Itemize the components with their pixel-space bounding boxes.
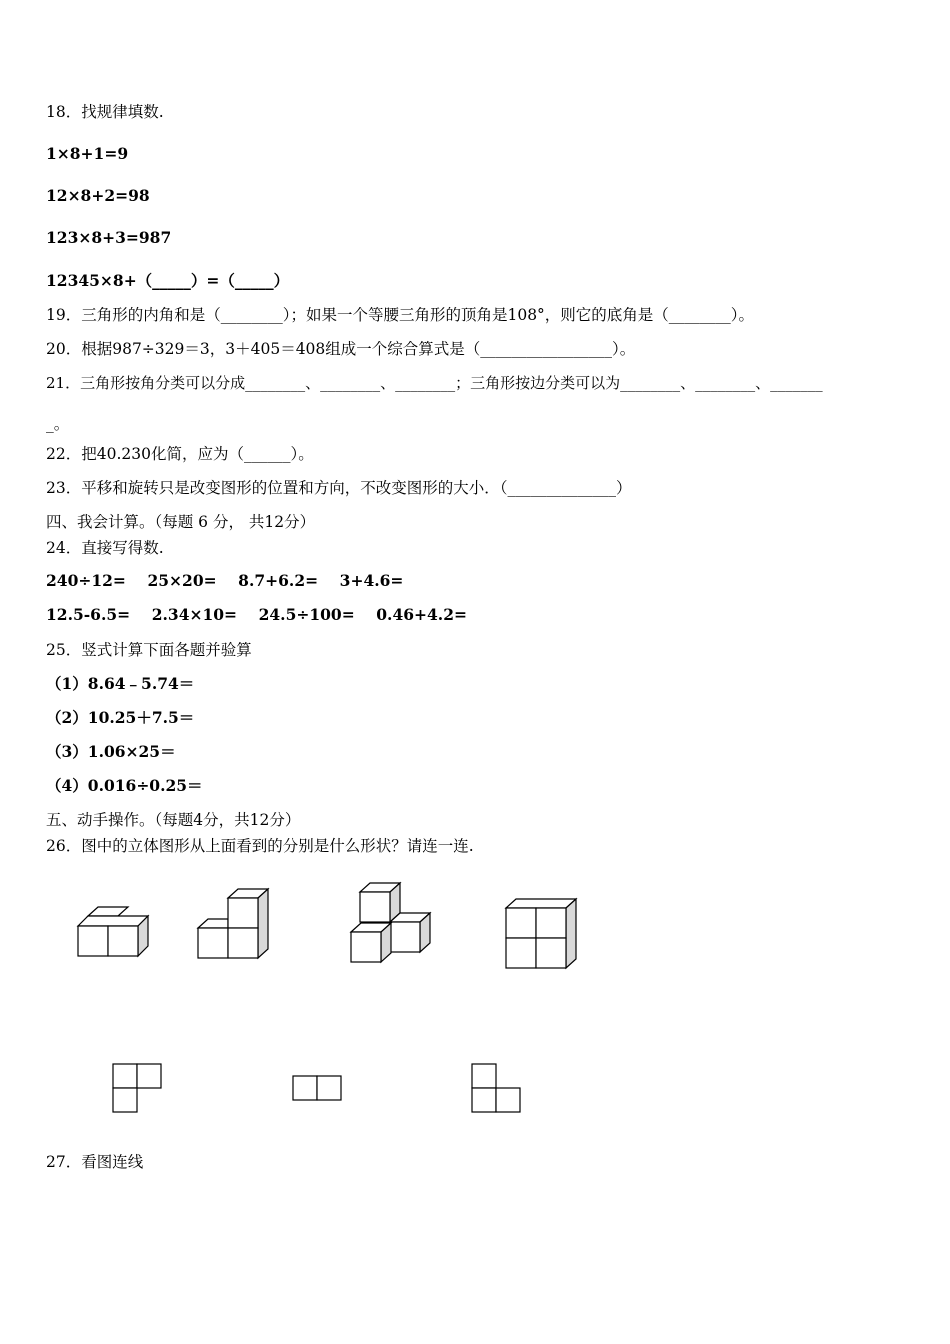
q24-row-1: 240÷12= 25×20= 8.7+6.2= 3+4.6=: [46, 571, 404, 590]
q21-line-1: 21．三角形按角分类可以分成________、________、________；三角形按边分类可以为________、________、_______: [46, 374, 823, 392]
q25-item-4: （4）0.016÷0.25＝: [46, 776, 203, 795]
q18-equation-1: 1×8+1=9: [46, 144, 129, 163]
q18-equation-3: 123×8+3=987: [46, 228, 172, 247]
top-view-3: [469, 1062, 524, 1114]
section-4-heading: 四、我会计算。（每题 6 分， 共12分）: [46, 513, 316, 531]
cube-figure-2: [190, 880, 280, 965]
cube-figure-4: [496, 890, 586, 975]
q24-title: 24．直接写得数.: [46, 539, 164, 557]
q24-row-2: 12.5-6.5= 2.34×10= 24.5÷100= 0.46+4.2=: [46, 605, 467, 624]
cube-figure-3: [340, 874, 440, 966]
q25-item-1: （1）8.64﹣5.74＝: [46, 674, 195, 693]
q18-title: 18．找规律填数.: [46, 103, 164, 121]
q19: 19．三角形的内角和是（________）；如果一个等腰三角形的顶角是108°，则它的底角是（________）。: [46, 306, 755, 324]
q18-equation-4: 12345×8+（_____）=（_____）: [46, 271, 290, 290]
q25-item-3: （3）1.06×25＝: [46, 742, 176, 761]
q20: 20．根据987÷329＝3，3＋405＝408组成一个综合算式是（_________________）。: [46, 340, 636, 358]
q27-title: 27．看图连线: [46, 1153, 144, 1171]
top-view-1: [110, 1062, 165, 1114]
section-5-heading: 五、动手操作。（每题4分，共12分）: [46, 811, 301, 829]
q25-item-2: （2）10.25＋7.5＝: [46, 708, 195, 727]
q22: 22．把40.230化简，应为（______）。: [46, 445, 314, 463]
q26-title: 26．图中的立体图形从上面看到的分别是什么形状？请连一连.: [46, 837, 474, 855]
top-view-2: [290, 1073, 345, 1103]
q21-line-2: _。: [46, 415, 70, 433]
q18-equation-2: 12×8+2=98: [46, 186, 150, 205]
cube-figure-1: [70, 900, 160, 962]
q25-title: 25．竖式计算下面各题并验算: [46, 641, 252, 659]
q23: 23．平移和旋转只是改变图形的位置和方向，不改变图形的大小．（______________）: [46, 479, 632, 497]
